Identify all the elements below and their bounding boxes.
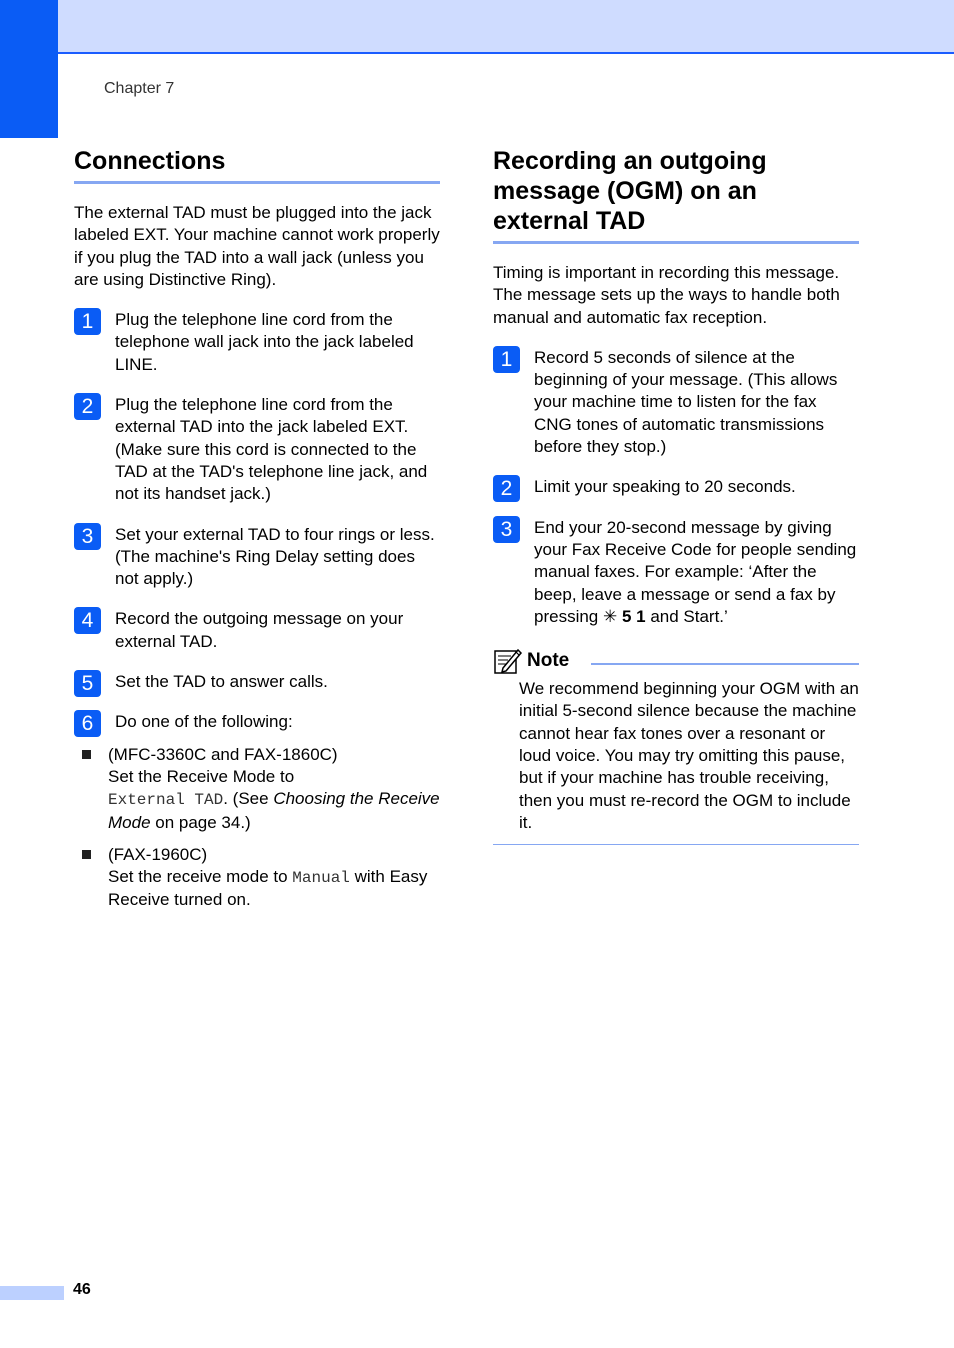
bullet-text-fragment: Set the receive mode to xyxy=(108,867,293,887)
step-text: Record 5 seconds of silence at the beginning of your message. (This allows your machine time to listen for the fax CNG tones of automatic transmissions before they stop.) xyxy=(534,347,838,457)
bullet-item xyxy=(82,844,440,912)
chapter-tab xyxy=(0,0,58,138)
connections-section xyxy=(74,146,440,930)
intro-paragraph: Timing is important in recording this message. The message sets up the ways to handle both manual and automatic fax reception. xyxy=(493,263,840,327)
note-pencil-icon xyxy=(493,646,523,676)
star-key-icon: ✳ xyxy=(602,606,618,626)
step-item xyxy=(74,671,440,696)
step-number-badge: 3 xyxy=(493,516,520,543)
step-item xyxy=(74,524,440,591)
fax-receive-code: 5 1 xyxy=(617,606,646,626)
intro-paragraph: The external TAD must be plugged into the jack labeled EXT. Your machine cannot work properly if you plug the TAD into a wall jack (unless you are using Distinctive Ring). xyxy=(74,203,440,289)
step-item xyxy=(74,608,440,653)
step-text: Limit your speaking to 20 seconds. xyxy=(534,477,796,497)
step-item xyxy=(74,309,440,376)
step-item xyxy=(74,711,440,736)
model-label: (FAX-1960C) xyxy=(108,844,208,864)
note-text: We recommend beginning your OGM with an initial 5-second silence because the machine cannot hear fax tones over a resonant or loud voice. You may try omitting this pause, but if your machine has trouble receiving, then you must re-record the OGM to include it. xyxy=(493,678,859,845)
bullet-text-fragment: on page 34.) xyxy=(150,812,251,832)
section-title: Recording an outgoing message (OGM) on an external TAD xyxy=(493,146,859,244)
step-item xyxy=(493,347,859,458)
bullet-text xyxy=(108,844,440,912)
step-text: Set your external TAD to four rings or less. (The machine's Ring Delay setting does not apply.) xyxy=(115,524,435,589)
step-text-fragment: End your 20-second message by giving your Fax Receive Code for people sending manual faxes. For example: ‘After the beep, leave a message or send a fax by pressing xyxy=(534,517,857,626)
bullet-line: Set the Receive Mode to xyxy=(108,766,295,786)
step-number-badge: 4 xyxy=(74,607,101,634)
note-divider xyxy=(591,663,859,665)
bullet-square-icon xyxy=(82,850,91,859)
step-text: Do one of the following: xyxy=(115,712,293,732)
step-number-badge: 1 xyxy=(493,346,520,373)
step-text xyxy=(534,517,859,628)
bullet-text-fragment: . (See xyxy=(223,789,274,809)
model-label: (MFC-3360C and FAX-1860C) xyxy=(108,744,338,764)
step-text: Set the TAD to answer calls. xyxy=(115,672,328,692)
mode-value: Manual xyxy=(292,869,350,888)
step-text: Record the outgoing message on your external TAD. xyxy=(115,609,404,651)
ogm-section xyxy=(493,146,859,845)
bullet-text-fragment: with Easy Receive turned on. xyxy=(108,867,428,910)
step-number-badge: 3 xyxy=(74,523,101,550)
section-title: Connections xyxy=(74,146,440,184)
page-number-bar xyxy=(0,1286,64,1300)
header-band xyxy=(58,0,954,54)
step-text-fragment: and Start.’ xyxy=(645,606,728,626)
chapter-label: Chapter 7 xyxy=(104,80,175,97)
page-number: 46 xyxy=(73,1281,91,1298)
step-item xyxy=(493,517,859,628)
step-number-badge: 2 xyxy=(493,475,520,502)
step-number-badge: 1 xyxy=(74,308,101,335)
step-number-badge: 6 xyxy=(74,710,101,737)
bullet-text xyxy=(108,744,440,834)
bullet-square-icon xyxy=(82,750,91,759)
note-box xyxy=(493,646,859,845)
note-header xyxy=(493,646,859,676)
bullet-item xyxy=(82,744,440,834)
step-text: Plug the telephone line cord from the external TAD into the jack labeled EXT. (Make sure this cord is connected to the TAD at the TAD's telephone line jack, and not its handset jack.) xyxy=(115,395,428,504)
mode-value: External TAD xyxy=(108,791,224,810)
note-title: Note xyxy=(527,650,570,672)
step-number-badge: 5 xyxy=(74,670,101,697)
step-text: Plug the telephone line cord from the telephone wall jack into the jack labeled LINE. xyxy=(115,310,414,374)
step-number-badge: 2 xyxy=(74,393,101,420)
cross-reference: Choosing the Receive Mode xyxy=(108,789,440,832)
step-item xyxy=(74,394,440,505)
step-item xyxy=(493,476,859,501)
